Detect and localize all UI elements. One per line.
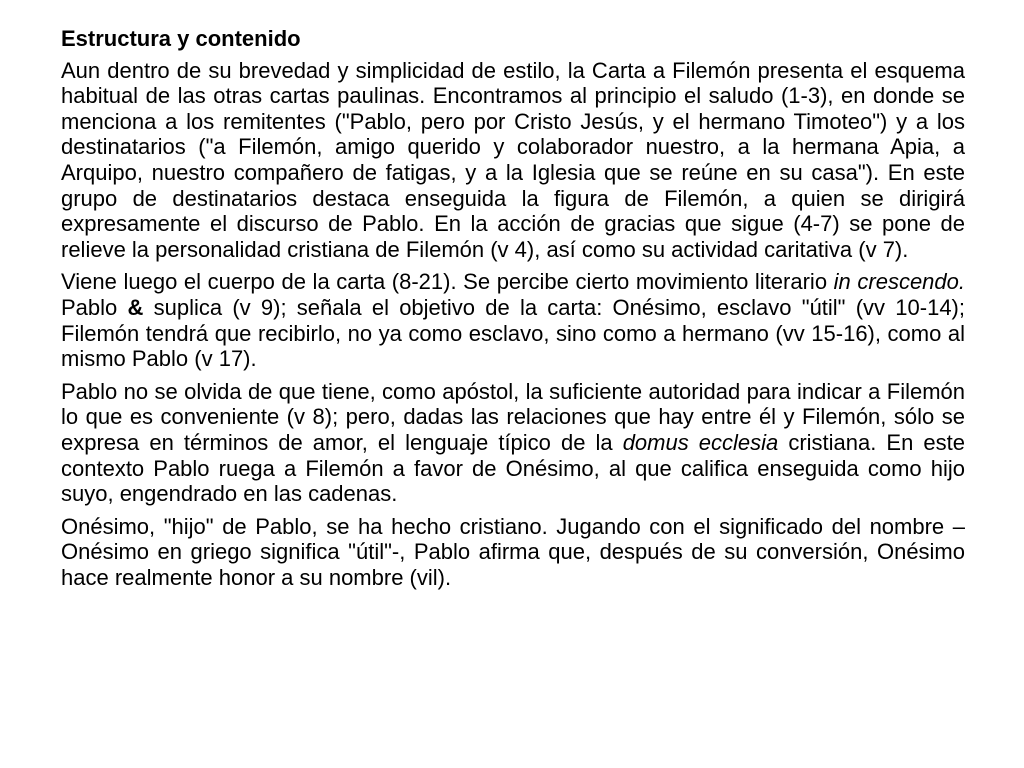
paragraph-structure: [61, 58, 965, 263]
paragraph-structure-text: Aun dentro de su brevedad y simplicidad de estilo, la Carta a Filemón presenta el esquema habitual de las otras cartas paulinas. Encontramos al principio el saludo (1-3), en donde se menciona a los remitentes ("Pablo, pero por Cristo Jesús, y el hermano Timoteo") y a los destinatarios ("a Filemón, amigo querido y colaborador nuestro, a la hermana Apia, a Arquipo, nuestro compañero de fatigas, y a la Iglesia que se reúne en su casa"). En este grupo de destinatarios destaca enseguida la figura de Filemón, a quien se dirigirá expresamente el discurso de Pablo. En la acción de gracias que sigue (4-7) se pone de relieve la personalidad cristiana de Filemón (v 4), así como su actividad caritativa (v 7).: [61, 57, 965, 262]
paragraph-body-italic: in crescendo.: [833, 269, 965, 295]
paragraph-onesimo-text: Onésimo, "hijo" de Pablo, se ha hecho cristiano. Jugando con el significado del nombre –Onésimo en griego significa "útil"-, Pablo afirma que, después de su conversión, Onésimo hace realmente honor a su nombre (vil).: [61, 513, 965, 590]
slide-body: [61, 26, 965, 597]
paragraph-onesimo: [61, 514, 965, 591]
paragraph-body-text-2: Pablo: [61, 294, 128, 320]
paragraph-body-text-1: Viene luego el cuerpo de la carta (8-21). Se percibe cierto movimiento literario: [61, 269, 834, 295]
paragraph-body-ampersand: &: [127, 294, 144, 320]
paragraph-body-of-letter: [61, 269, 965, 371]
paragraph-authority-italic: domus ecclesia: [622, 429, 779, 455]
paragraph-authority-text-2: cristiana. En este contexto Pablo ruega a Filemón a favor de Onésimo, al que califica enseguida como hijo suyo, engendrado en las cadenas.: [61, 429, 965, 507]
section-heading: Estructura y contenido: [61, 26, 301, 51]
paragraph-authority-text-1: Pablo no se olvida de que tiene, como apóstol, la suficiente autoridad para indicar a Filemón lo que es conveniente (v 8); pero, dadas las relaciones que hay entre él y Filemón, sólo se expresa en términos de amor, el lenguaje típico de la: [61, 378, 965, 455]
paragraph-authority: [61, 379, 965, 507]
paragraph-body-text-3: suplica (v 9); señala el objetivo de la carta: Onésimo, esclavo "útil" (vv 10-14); Filemón tendrá que recibirlo, no ya como esclavo, sino como a hermano (vv 15-16), como al mismo Pablo (v 17).: [61, 294, 965, 372]
